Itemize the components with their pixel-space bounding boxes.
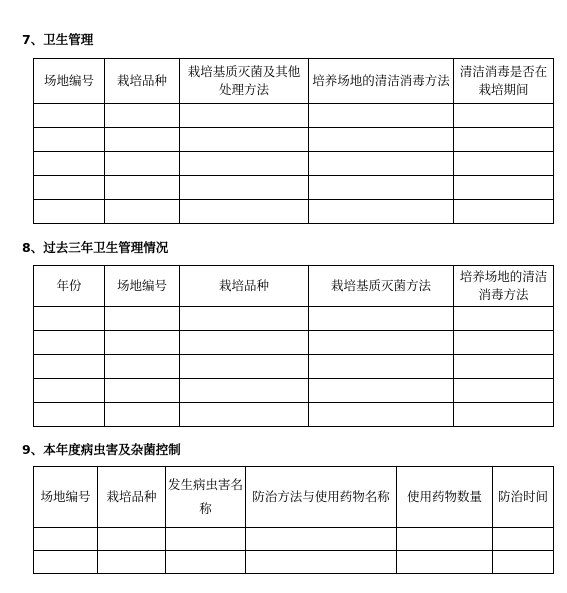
table-cell[interactable] [180, 176, 309, 200]
table-cell[interactable] [309, 355, 454, 379]
table-cell[interactable] [309, 331, 454, 355]
table-cell[interactable] [98, 528, 166, 551]
pest-control-table [33, 466, 554, 574]
table-cell[interactable] [166, 551, 246, 574]
header-cell: 场地编号 [34, 59, 105, 104]
table-cell[interactable] [105, 128, 180, 152]
table-cell[interactable] [397, 528, 493, 551]
header-cell: 发生病虫害名称 [166, 467, 246, 528]
table-cell[interactable] [34, 403, 105, 427]
table-cell[interactable] [180, 403, 309, 427]
table-cell[interactable] [180, 355, 309, 379]
header-cell: 培养场地的清洁消毒方法 [309, 59, 454, 104]
header-cell: 栽培品种 [180, 266, 309, 307]
table-cell[interactable] [105, 307, 180, 331]
table-cell[interactable] [180, 379, 309, 403]
header-cell: 使用药物数量 [397, 467, 493, 528]
table-cell[interactable] [105, 403, 180, 427]
sanitation-table [33, 58, 554, 224]
table-cell[interactable] [309, 152, 454, 176]
section-8-title: 8、过去三年卫生管理情况 [22, 240, 169, 255]
table-cell[interactable] [180, 307, 309, 331]
section-9-title: 9、本年度病虫害及杂菌控制 [22, 442, 181, 457]
table-cell[interactable] [493, 528, 554, 551]
table-cell[interactable] [34, 152, 105, 176]
header-cell: 栽培品种 [105, 59, 180, 104]
header-cell: 栽培品种 [98, 467, 166, 528]
table-cell[interactable] [246, 551, 397, 574]
section-7-title: 7、卫生管理 [22, 32, 94, 47]
table-cell[interactable] [454, 331, 554, 355]
table-cell[interactable] [246, 528, 397, 551]
table-cell[interactable] [309, 128, 454, 152]
table-cell[interactable] [493, 551, 554, 574]
header-cell: 防治时间 [493, 467, 554, 528]
table-cell[interactable] [180, 104, 309, 128]
table-cell[interactable] [34, 128, 105, 152]
header-cell: 栽培基质灭菌及其他处理方法 [180, 59, 309, 104]
table-cell[interactable] [98, 551, 166, 574]
table-cell[interactable] [105, 176, 180, 200]
table-cell[interactable] [454, 200, 554, 224]
header-cell: 年份 [34, 266, 105, 307]
header-cell: 场地编号 [34, 467, 98, 528]
table-cell[interactable] [34, 104, 105, 128]
table-cell[interactable] [309, 176, 454, 200]
table-cell[interactable] [34, 379, 105, 403]
table-cell[interactable] [180, 331, 309, 355]
table-cell[interactable] [454, 128, 554, 152]
table-cell[interactable] [34, 528, 98, 551]
table-cell[interactable] [105, 152, 180, 176]
table-cell[interactable] [180, 200, 309, 224]
table-cell[interactable] [105, 379, 180, 403]
table-cell[interactable] [105, 104, 180, 128]
table-cell[interactable] [454, 104, 554, 128]
table-cell[interactable] [105, 331, 180, 355]
table-cell[interactable] [309, 379, 454, 403]
table-cell[interactable] [34, 307, 105, 331]
table-cell[interactable] [454, 379, 554, 403]
header-cell: 清洁消毒是否在栽培期间 [454, 59, 554, 104]
table-cell[interactable] [105, 355, 180, 379]
table-cell[interactable] [454, 307, 554, 331]
table-cell[interactable] [180, 152, 309, 176]
table-cell[interactable] [454, 176, 554, 200]
table-cell[interactable] [180, 128, 309, 152]
table-cell[interactable] [454, 403, 554, 427]
header-cell: 栽培基质灭菌方法 [309, 266, 454, 307]
table-cell[interactable] [454, 152, 554, 176]
table-cell[interactable] [34, 331, 105, 355]
table-cell[interactable] [34, 355, 105, 379]
table-cell[interactable] [309, 403, 454, 427]
header-cell: 防治方法与使用药物名称 [246, 467, 397, 528]
table-cell[interactable] [454, 355, 554, 379]
table-cell[interactable] [105, 200, 180, 224]
table-cell[interactable] [34, 176, 105, 200]
table-cell[interactable] [309, 200, 454, 224]
table-cell[interactable] [309, 307, 454, 331]
table-cell[interactable] [166, 528, 246, 551]
past-sanitation-table [33, 265, 554, 427]
header-cell: 培养场地的清洁消毒方法 [454, 266, 554, 307]
table-cell[interactable] [309, 104, 454, 128]
table-cell[interactable] [34, 200, 105, 224]
table-cell[interactable] [397, 551, 493, 574]
header-cell: 场地编号 [105, 266, 180, 307]
table-cell[interactable] [34, 551, 98, 574]
